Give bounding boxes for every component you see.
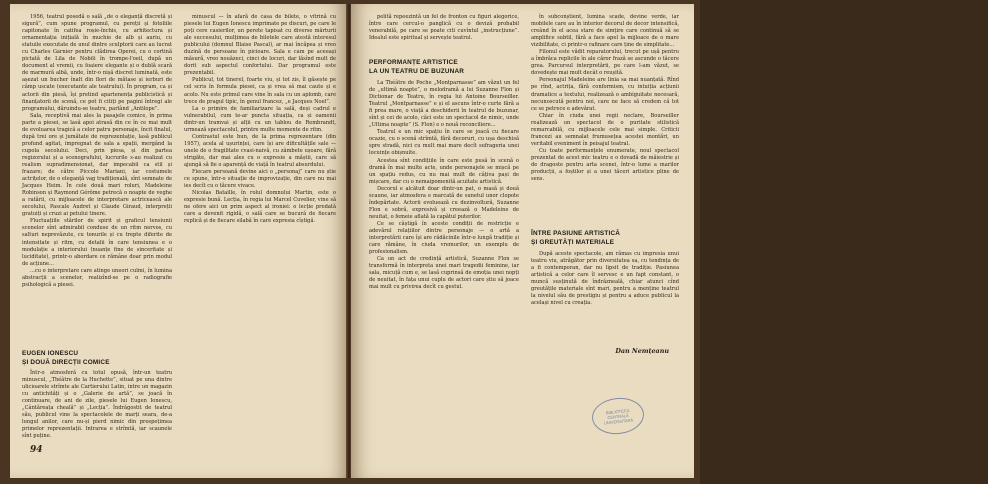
paragraph: Ca un act de credință artistică, Suzanne Flon se transformă în interpreta unei mari tragedii feminine, iar sala, micuță cum e, se lasă cuprinsă de emoția unei nopți de neuitat, în fața unui cuplu de actori care știu să joace mai mult cu privirea decît cu gestul. bbox=[369, 256, 519, 291]
paragraph: Filonul este vădit reparatorului, trecut pe ușă pentru a îmbrăca replicile în ale căror frază se ascunde o tăcere grea. Parcursul interpretării, pe care l-am văzut, se dovedește mai mult decât o reușită. bbox=[531, 49, 679, 77]
paragraph: După aceste spectacole, am rămas cu impresia unui teatru viu, atrăgător prin diversitatea sa, cu tendința de a fi contemporan, dar nu lipsit de tradiție. Pasiunea artistică a celor care îl servesc e un fapt constant, o muncă susținută de îndrăzneală, chiar atunci cînd greutățile materiale sînt mari, pentru a menține teatrul la nivelul său de prestigiu și pentru a aduce publicul la același nivel cu creația. bbox=[531, 251, 679, 307]
left-column-2 bbox=[184, 14, 336, 466]
heading-text: ÎNTRE PASIUNE ARTISTICĂ ȘI GREUTĂȚI MATERIALE bbox=[531, 230, 621, 246]
top-corner-mark: · bbox=[986, 4, 988, 10]
paragraph: Teatrul e un mic spațiu în care se joacă cu fiecare ocazie, cu o scenă strîmtă, fără decoruri, cu ușa deschisă spre stradă, nici cu mult mai mare decît sufrageria unei locuințe obișnuite. bbox=[369, 129, 519, 157]
paragraph: Fluctuațiile stărilor de spirit și graficul tensiunii scenelor sînt admirabil conduse de un ritm nervos, cu salturi neprevăzute, cu tonurile și cu trepte diferite de intensitate și ritm, cu detalii în care tensiunea e o modulație a interiorului (nuanțe fine de sinceritate și luciditate), printr-o abordare ce rămâne doar prin modul de acțiune... bbox=[22, 218, 172, 267]
paragraph: Chiar în ciuda unei regii neclare, Bourseiller realizează un spectacol de o puritate stilistică remarcabilă, cu mijloacele cele mai simple. Criticii francezi au semnalat frumusețea acestei montări, un veritabil eveniment în peisajul teatral. bbox=[531, 112, 679, 147]
paragraph: ...cu o interpretare care atinge uneori culmi, în lumina abstracții a scenelor, realizînd-se pe o radiografie psihologică a piesei. bbox=[22, 267, 172, 288]
ionescu-section-text bbox=[22, 370, 172, 440]
right-column-2-after-heading bbox=[531, 251, 679, 343]
right-col2-text bbox=[531, 14, 679, 183]
paragraph: Nicolas Bataille, în rolul domnului Martin, este o expresie bună. Lecția, în regia lui Marcel Cuvelier, vine să ne ofere aici un prim aspect al ironiei: o lecție predată care a devenit rigidă, o sală care se bucură de fiecare replică și de fiecare silabă în care expresia cîștigă. bbox=[184, 190, 336, 225]
paragraph: Acestea sînt condițiile în care este pusă în scenă o dramă în mai multe acte, unde personajele se mișcă pe un spațiu redus, cu nu mai mult de câțiva pași de mișcare, dar cu o nemaipomenită acuitate artistică. bbox=[369, 157, 519, 185]
paragraph: La Théâtre de Poche „Montparnasse” am văzut un fel de „ultimă noapte”, o melodramă a lui Suzanne Flon și Dictionar de Teatru, în regia lui Antoine Bourseiller. Teatrul „Montparnasse” e și el ascuns într-o curte fără a fi prea mare, o viață a deschiderii în teatrul de buzunar, sînt și cei de acolo, căci este un spectacol de nimic, unde „Ultima noapte” (S. Flon) e o nouă reconciliere... bbox=[369, 80, 519, 129]
paragraph: Contrastul este bun, de la prima reprezentare (din 1957), acela al ușurinței, care își are dificultățile sale — unele de o fragilitate cvasi-naivă, cu zâmbete ușoare, fără strigăte, dar mai ales cu o expresie a măștii, care să ajungă să fie o aparență de viață în teatrul absurdului. bbox=[184, 133, 336, 168]
pasiune-section-text bbox=[531, 251, 679, 307]
right-column-1 bbox=[369, 14, 519, 54]
paragraph: Cu toate performanțele enumerate, noul spectacol prezentat de acest mic teatru e o dovadă de măiestrie și de dragoste pentru arta scenei, într-o lume a marilor producții, a foștilor și a unei tăceri artistice pline de sens. bbox=[531, 147, 679, 183]
paragraph: pelită repeezintă un fel de fronton cu figuri alegorice, între care cercul-o panglică cu o deviză probabil venerabilă, pe care se poate citi cuvîntul „instrucțiune”. Idealul este spiritual și servește teatrul. bbox=[369, 14, 519, 42]
paragraph: în subconștient, lumina scade, devine verde, iar mobilele care au în interior decorul de decor intensifică, creând în el acea stare de simțire care continuă să se amplifice subtil, fără a face apel la mijloace de o mare vizibilitate, ci printr-o rafinare care ține de simplitate... bbox=[531, 14, 679, 49]
stamp-text: BIBLIOTECA CENTRALĂ UNIVERSITARĂ bbox=[603, 407, 634, 425]
left-col1-text bbox=[22, 14, 172, 289]
section-heading-pasiune bbox=[531, 230, 679, 247]
paragraph: Într-o atmosferă cu totul opusă, într-un teatru minuscul, „Théâtre de la Huchette”, situat pe una dintre ulicioarele strîmte ale Cartierului Latin, intre un magazin cu antichități și o „Galerie de artă”, se joacă în continuare, de ani de zile, piesele lui Eugen Ionescu, „Cântăreața cheală” și „Lecția”. Îndrăgostit de teatrul său, publicul vine la spectacolele de marți seara, de-a lungul anilor, care nu-și pierd nimic din prospețimea primelor reprezentații. Intrarea e strîmtă, iar scaunele sînt puține. bbox=[22, 370, 172, 440]
paragraph: Publicul, tot tinerel, foarte viu, și tot zis, îl găsește pe cel scris în formula piesei, ca și vrea să mai caute și e acolo. Nu este primul care vine în sala cu un aplomb, care trece de pragul tipic, în genul francez, „e Jacques Noel”. bbox=[184, 77, 336, 105]
author-signature: Dan Nemțeanu bbox=[615, 347, 669, 355]
left-page bbox=[10, 4, 347, 478]
paragraph: La o primire de familiarizare la sală, deși cadrul e vulnerabilul, cum te-ar puncta situația, ca și oamenii dintr-un tramvai și alții cu un tablou de Rembrandt, urmează spectacolul, printre multe momente de ritm. bbox=[184, 105, 336, 133]
paragraph: minuscul — în afară de casa de bilete, o vitrină cu piesele lui Eugen Ionescu imprimate pe discuri, pe care le poți cere casierilor, un perete tapisat cu diverse mărturii ale succesului, mulțimea de biletele care atestă interesul publicului (domnul Blaise Pascal), ar mai încăpea și vreo duzină de persoane în picioare. Sala e cam pe aceeași măsură, vreo nouăzeci, cinci de locuri, dar lăsînd mult de dorit sub aspectul confortului. Dar programul este prezentabil. bbox=[184, 14, 336, 77]
paragraph: Sala, receptivă mai ales la pasajele comice, în prima parte a piesei, se lasă apoi atrasă din ce în ce mai mult de evoluarea tragică a celor patru personaje, încit finalul, după trei ore și jumătate de reprezentație, lasă publicul profund agitat, impregnat de sala a spații, mergând la cupola secolului. Deci, prin piesa, și din partea regizorului și a scenografului, lucrurile s-au realizat cu realism supradimensionat, dar impecabil ca stil și frazare; de către Piccolo Mariani, iar costumele actrițelor, de o eleganță vag tradițională, sînt semnate de Jacques Heim. În cele două mari roluri, Madeleine Robinson și Raymond Gérôme petrecă o noapte de veghe a ratării, cu mijloacele de interpretare actricească ale secolului, Pascale Audret și Claude Giraud, interpreții gratuiți și cruzi ai petului tinere. bbox=[22, 112, 172, 218]
performante-section-text bbox=[369, 80, 519, 291]
paragraph: Personajul Madeleine are linia sa mai nuanțată. Rînd pe rînd, actrița, fără conformism, cu intuiția acțiunii dramatice a textului, realizează o ambiguitate necesară, necunoscută pentru noi, care ne face să credem că tot ce se petrece e adevărat. bbox=[531, 77, 679, 112]
paragraph: Fiecare persoană devine aici o „personaj” care nu știe ce spune, într-o situație de improvizație, din care nu mai ies decît cu o tăcere vivace. bbox=[184, 169, 336, 190]
section-heading-performante bbox=[369, 59, 519, 76]
heading-text: PERFORMANȚE ARTISTICE LA UN TEATRU DE BUZUNAR bbox=[369, 59, 465, 75]
right-column-2 bbox=[531, 14, 679, 224]
right-page bbox=[351, 4, 988, 478]
section-heading-ionescu bbox=[22, 350, 172, 367]
page-number: 94 bbox=[30, 445, 43, 455]
left-col2-text bbox=[184, 14, 336, 225]
paragraph: 1956, teatrul posedă o sală „de o eleganță discretă și sigură”, cum spune programul, cu pereții și fotoliile capitonate în catifea roșie-închis, cu arhitectura și ornamentația inițială în muchie de alb și auriu, cu statuile executate de unul dintre sculptorii care au lucrat cu Charles Garnier pentru clădirea Operei, cu o cortină pictată de Lila de Nobili în trompe-l'oeil, după un document al vremii, cu foaiere elegante și o dublă scară de marmură albă, unde, într-o nișă discret luminată, este așezat un bucher înalt din flori de mătase și ierburi de câmp uscate (executante ale teatrului). În program, ca și actorii din piesă, își pretind apartenența publicistică și finanțatorii de scenă, ce pot fi citiți pe pagini întregi ale programului, dăruindu-se teatru, parlând „Antilope”. bbox=[22, 14, 172, 112]
right-col1-text bbox=[369, 14, 519, 42]
paragraph: Ce se câștigă în aceste condiții de restricție e adevărul relațiilor dintre personaje — o artă a interpretării care își are rădăcinile într-o lungă tradiție și care rămâne, în ciuda vremurilor, un exemplu de profesionalism. bbox=[369, 220, 519, 256]
heading-text: EUGEN IONESCU ȘI DOUĂ DIRECȚII COMICE bbox=[22, 350, 110, 366]
left-column-1-after-heading bbox=[22, 370, 172, 440]
right-column-1-after-heading bbox=[369, 80, 519, 474]
paragraph: Decorul e alcătuit doar dintr-un pat, o masă și două scaune, iar atmosfera e marcată de sunetul unor clopote îndepărtate. Actorii evoluează cu dezinvoltură, Suzanne Flon e sobră, expresivă și creează o Madeleine de neuitat, o femeie aflată la capătul puterilor. bbox=[369, 185, 519, 220]
